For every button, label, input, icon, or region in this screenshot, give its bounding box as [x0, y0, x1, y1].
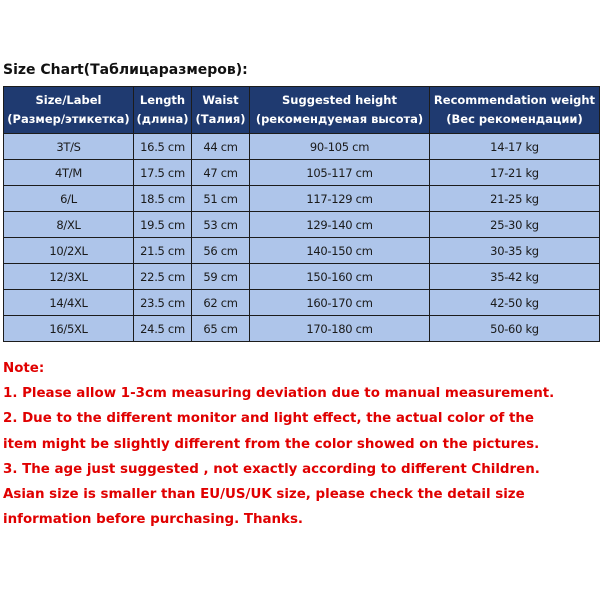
cell-length: 23.5 cm — [134, 290, 192, 316]
cell-size: 10/2XL — [4, 238, 134, 264]
cell-waist: 65 cm — [192, 316, 250, 342]
cell-waist: 62 cm — [192, 290, 250, 316]
table-row — [4, 290, 600, 316]
cell-height: 90-105 cm — [250, 134, 430, 160]
cell-weight: 30-35 kg — [430, 238, 600, 264]
header-length: Length (длина) — [134, 87, 192, 134]
note-line: 2. Due to the different monitor and light effect, the actual color of the — [3, 411, 534, 427]
cell-waist: 53 cm — [192, 212, 250, 238]
notes-section — [3, 356, 598, 532]
table-row — [4, 186, 600, 212]
cell-length: 22.5 cm — [134, 264, 192, 290]
note-line: 3. The age just suggested , not exactly according to different Children. — [3, 461, 540, 477]
header-waist: Waist (Талия) — [192, 87, 250, 134]
cell-length: 21.5 cm — [134, 238, 192, 264]
cell-waist: 56 cm — [192, 238, 250, 264]
cell-size: 14/4XL — [4, 290, 134, 316]
size-chart-table — [3, 86, 600, 342]
cell-size: 3T/S — [4, 134, 134, 160]
note-line: 1. Please allow 1-3cm measuring deviation due to manual measurement. — [3, 386, 555, 402]
cell-waist: 47 cm — [192, 160, 250, 186]
table-row — [4, 264, 600, 290]
cell-length: 16.5 cm — [134, 134, 192, 160]
cell-weight: 35-42 kg — [430, 264, 600, 290]
cell-height: 117-129 cm — [250, 186, 430, 212]
cell-size: 6/L — [4, 186, 134, 212]
note-line: information before purchasing. Thanks. — [3, 512, 304, 528]
cell-weight: 21-25 kg — [430, 186, 600, 212]
cell-waist: 51 cm — [192, 186, 250, 212]
page-title: Size Chart(Таблицаразмеров): — [3, 62, 248, 78]
header-size-label: Size/Label (Размер/этикетка) — [4, 87, 134, 134]
note-line: item might be slightly different from the color showed on the pictures. — [3, 436, 540, 452]
header-recommendation-weight: Recommendation weight (Вес рекомендации) — [430, 87, 600, 134]
cell-height: 170-180 cm — [250, 316, 430, 342]
cell-weight: 42-50 kg — [430, 290, 600, 316]
table-row — [4, 316, 600, 342]
cell-height: 140-150 cm — [250, 238, 430, 264]
cell-height: 105-117 cm — [250, 160, 430, 186]
cell-length: 19.5 cm — [134, 212, 192, 238]
cell-waist: 59 cm — [192, 264, 250, 290]
cell-weight: 14-17 kg — [430, 134, 600, 160]
table-row — [4, 212, 600, 238]
cell-size: 16/5XL — [4, 316, 134, 342]
cell-size: 12/3XL — [4, 264, 134, 290]
note-line: Asian size is smaller than EU/US/UK size, please check the detail size — [3, 487, 525, 503]
table-row — [4, 134, 600, 160]
header-suggested-height: Suggested height (рекомендуемая высота) — [250, 87, 430, 134]
cell-waist: 44 cm — [192, 134, 250, 160]
table-row — [4, 160, 600, 186]
cell-height: 160-170 cm — [250, 290, 430, 316]
table-row — [4, 238, 600, 264]
cell-length: 24.5 cm — [134, 316, 192, 342]
table-header-row — [4, 87, 600, 134]
note-heading: Note: — [3, 361, 45, 376]
cell-height: 129-140 cm — [250, 212, 430, 238]
cell-size: 4T/M — [4, 160, 134, 186]
cell-length: 18.5 cm — [134, 186, 192, 212]
cell-weight: 25-30 kg — [430, 212, 600, 238]
cell-weight: 17-21 kg — [430, 160, 600, 186]
cell-weight: 50-60 kg — [430, 316, 600, 342]
cell-height: 150-160 cm — [250, 264, 430, 290]
cell-size: 8/XL — [4, 212, 134, 238]
cell-length: 17.5 cm — [134, 160, 192, 186]
